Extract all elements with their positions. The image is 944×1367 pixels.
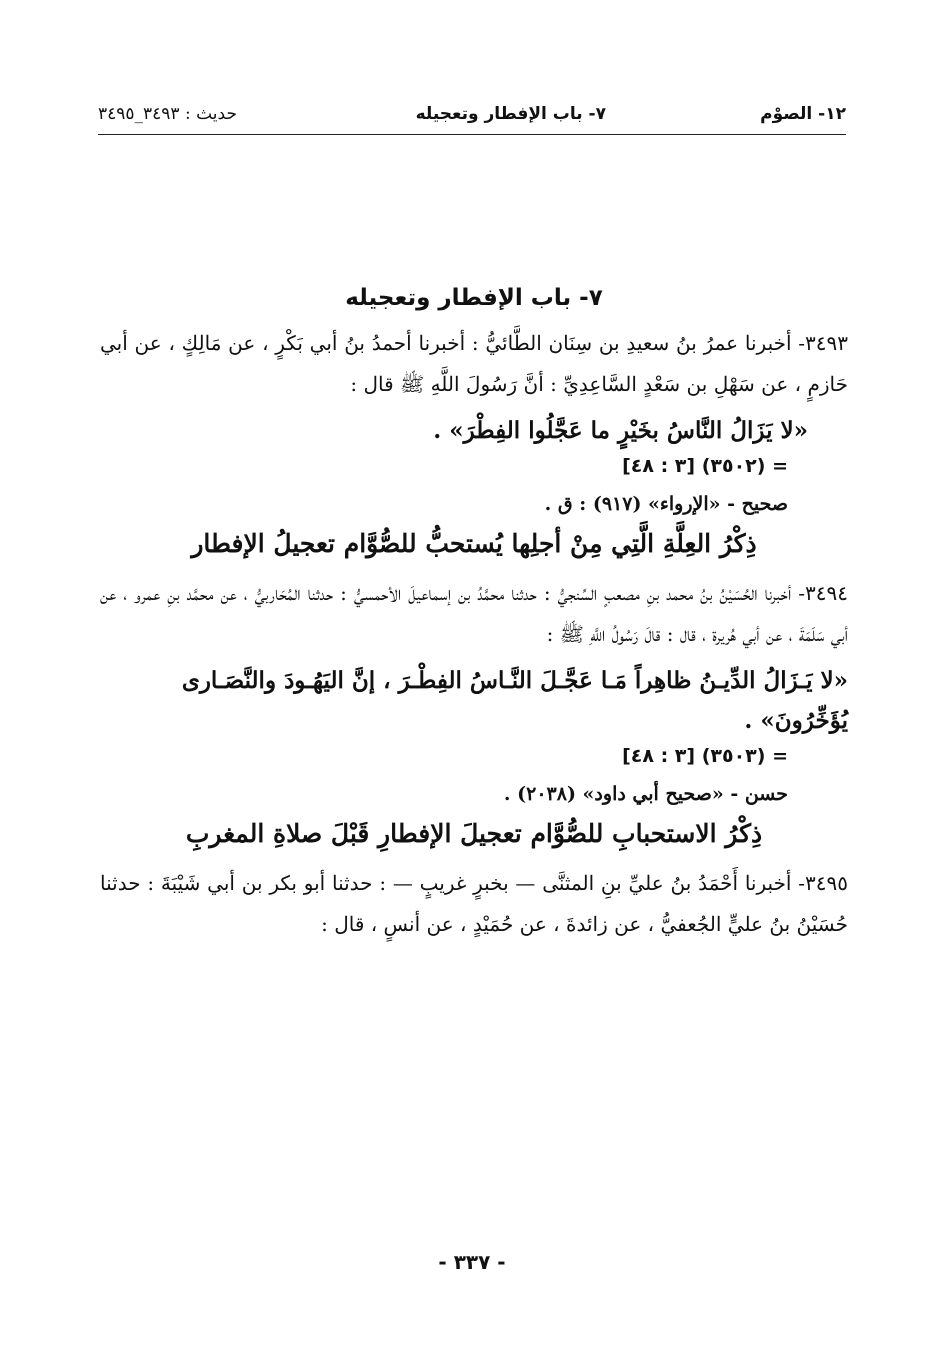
page-number: - ٣٣٧ - (438, 1250, 506, 1274)
section-heading-illa: ذِكْرُ العِلَّةِ الَّتِي مِنْ أجلِها يُستحبُّ للصُّوَّام تعجيلُ الإفطار (191, 529, 757, 558)
hadith-3495-chain: ٣٤٩٥- أخبرنا أَحْمَدُ بنُ عليِّ بنِ المثنَّى — بخبرٍ غريبٍ — : حدثنا أبو بكر بن أبي شَيْبَةَ : حدثنا حُسَيْنُ بنُ عليٍّ الجُعفيُّ ، عن زائدةَ ، عن حُمَيْدٍ ، عن أنسٍ ، قال : (100, 871, 848, 936)
hadith-3494-chain: ٣٤٩٤- أخبرنا الحُسَيْنُ بنُ محمد بنِ مصعبٍ السِّنجيُّ : حدثنا محمَّدُ بن إسماعيلَ الأحمسيُّ : حدثنا المُحَاربيُّ ، عن محمَّد بنِ عمرو ، عن أبي سَلَمَةَ ، عن أبي هُريرة ، قال : قالَ رَسُولُ اللَّهِ ﷺ : (100, 581, 848, 646)
section-heading-istihbab: ذِكْرُ الاستحبابِ للصُّوَّام تعجيلَ الإفطارِ قَبْلَ صلاةِ المغربِ (185, 819, 763, 848)
hadith-3494-grading: حسن - «صحيح أبي داود» (٢٠٣٨) . (503, 783, 788, 805)
running-header (98, 100, 846, 135)
hadith-3494-quote: «لا يَـزَالُ الدِّيـنُ ظاهِراً مَـا عَجَّـلَ النَّـاسُ الفِطْـرَ ، إنَّ اليَهُـودَ والنَّصَـارى يُؤَخِّرُونَ» . (181, 667, 848, 734)
header-hadith-range: حديث : ٣٤٩٣_٣٤٩٥ (98, 104, 237, 124)
chapter-title: ٧- باب الإفطار وتعجيله (345, 285, 603, 311)
hadith-3493-chain: ٣٤٩٣- أخبرنا عمرُ بنُ سعيدِ بن سِنَان الطَّائيُّ : أخبرنا أحمدُ بنُ أبي بَكْرٍ ، عن مَالِكٍ ، عن أبي حَازمٍ ، عن سَهْلِ بن سَعْدٍ السَّاعِدِيِّ : أنَّ رَسُولَ اللَّهِ ﷺ قال : (100, 331, 848, 396)
hadith-3493-quote: «لا يَزَالُ النَّاسُ بخَيْرٍ ما عَجَّلُوا الفِطْرَ» . (433, 417, 808, 444)
hadith-3493-grading: صحيح - «الإرواء» (٩١٧) : ق . (544, 493, 788, 515)
header-book-title: ١٢- الصوْم (760, 104, 846, 124)
hadith-3494-reference: = (٣٥٠٣) [٣ : ٤٨] (622, 745, 788, 767)
page-content (100, 285, 848, 945)
hadith-3493-reference: = (٣٥٠٢) [٣ : ٤٨] (622, 455, 788, 477)
header-chapter-title: ٧- باب الإفطار وتعجيله (415, 104, 606, 124)
